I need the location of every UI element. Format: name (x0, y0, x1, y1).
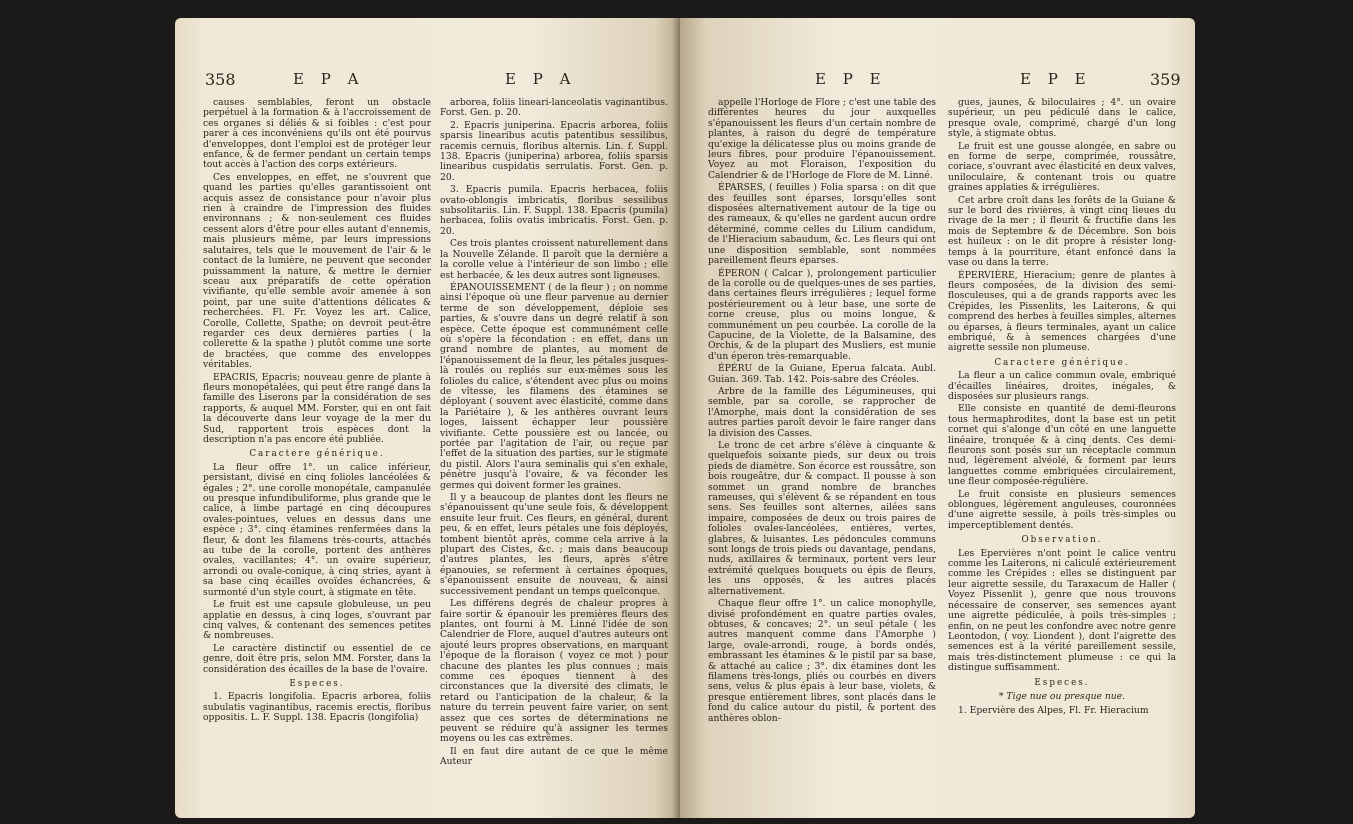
page-number-right: 359 (1150, 70, 1181, 89)
paragraph: Il en faut dire autant de ce que le même Auteur (440, 745, 668, 768)
paragraph: Chaque fleur offre 1°. un calice monophylle, divisé profondément en quatre parties ovales, obtuses, & concaves; 2°. un seul pétale ( les autres manquent comme dans l'Amorphe ) large, ovale-arrondi, rouge, à bords ondés, embrassant les étamines & le pistil par sa base, & attaché au calice ; 3°. dix étamines dont les filamens très-longs, pliés ou courbés en divers sens, velus & plus épais à leur base, violets, & presque entièrement libres, sont placés dans le fond du calice autour du pistil, & portent des anthères oblon- (708, 598, 936, 724)
right-page (680, 18, 1195, 818)
paragraph: Especes. (1034, 677, 1090, 688)
paragraph: Ces trois plantes croissent naturellement dans la Nouvelle Zélande. Il paroît que la dernière a la corolle velue à l'intérieur de son limbo ; elle est herbacée, & les deux autres sont ligneuses. (440, 238, 668, 281)
paragraph: Les différens degrés de chaleur propres à faire sortir & épanouir les premières fleurs des plantes, ont fourni à M. Linné l'idée de son Calendrier de Flore, auquel d'autres auteurs ont ajouté leurs propres observations, en marquant l'époque de la floraison ( voyez ce mot ) pour chacune des plantes les plus connues ; mais comme ces époques tiennent à des circonstances que la diversité des climats, le retard ou l'anticipation de la chaleur, & la nature du terrein peuvent faire varier, on sent assez que ces sortes de déterminations ne peuvent se réduire qu'à assigner les termes moyens ou les cas extrêmes. (440, 598, 668, 745)
paragraph: 1. Epervière des Alpes, Fl. Fr. Hieracium (958, 705, 1149, 717)
left-column-1 (203, 98, 431, 818)
paragraph: Observation. (1021, 535, 1103, 546)
paragraph: 1. Epacris longifolia. Epacris arborea, foliis subulatis vaginantibus, racemis erectis, floribus oppositis. L. F. Suppl. 138. Epacris (longifolia) (203, 691, 431, 724)
paragraph: Caractere générique. (994, 357, 1130, 368)
paragraph: Le tronc de cet arbre s'élève à cinquante & quelquefois soixante pieds, sur deux ou trois pieds de diamètre. Son écorce est roussâtre, son bois rougeâtre, dur & compact. Il pousse à son sommet un grand nombre de branches rameuses, qui s'élèvent & se répandent en tous sens. Ses feuilles sont alternes, ailées sans impaire, composées de deux ou trois paires de folioles ovales-lancéolées, entières, vertes, glabres, & luisantes. Les pédoncules communs sont longs de trois pieds ou davantage, pendans, nuds, axillaires & terminaux, portent vers leur extrémité quelques bouquets ou épis de fleurs, les uns opposés, & les autres placés alternativement. (708, 440, 936, 597)
running-head-right-1: E P E (815, 70, 887, 88)
paragraph: Arbre de la famille des Légumineuses, qui semble, par sa corolle, se rapprocher de l'Amorphe, mais dont la considération de ses autres parties paroît devoir le faire ranger dans la division des Casses. (708, 385, 936, 439)
left-column-2 (440, 98, 668, 818)
paragraph: * Tige nue ou presque nue. (998, 690, 1126, 702)
paragraph: Ces enveloppes, en effet, ne s'ouvrent que quand les parties qu'elles garantissoient ont acquis assez de consistance pour n'avoir plus rien à craindre de l'impression des fluides environnans ; & non-seulement ces fluides cessent alors d'être pour elles autant d'ennemis, mais plusieurs même, par leurs impressions salutaires, tels que le mouvement de l'air & le contact de la lumière, ne peuvent que seconder puissamment la nature, & mettre le dernier sceau aux préparatifs de cette opération vivifiante, qu'elle semble avoir amenée à son point, par une suite d'attentions délicates & recherchées. Fl. Fr. Voyez les art. Calice, Corolle, Collette, Spathe; on devroit peut-être regarder ces deux dernières parties ( la collerette & la spathe ) plutôt comme une sorte de bractées, que comme des enveloppes véritables. (203, 171, 431, 371)
paragraph: causes semblables, feront un obstacle perpétuel à la formation & à l'accroissement de ces organes si déliés & si foibles : c'est pour parer à ces inconvéniens qu'ils ont été pourvus d'enveloppes, dont l'emploi est de protéger leur enfance, & de fermer pendant un certain temps tout accès à l'action des corps extérieurs. (203, 98, 431, 171)
paragraph: Especes. (289, 678, 345, 689)
running-head-right-2: E P E (1020, 70, 1092, 88)
paragraph: ÉPÉRU de la Guiane, Eperua falcata. Aubl. Guian. 369. Tab. 142. Pois-sabre des Créoles. (708, 363, 936, 385)
paragraph: 3. Epacris pumila. Epacris herbacea, foliis ovato-oblongis imbricatis, floribus sessilibus subsolitariis. Lin. F. Suppl. 138. Epacris (pumila) herbacea, foliis ovatis imbricatis. Forst. Gen. p. 20. (440, 184, 668, 237)
paragraph: ÉPERON ( Calcar ), prolongement particulier de la corolle ou de quelques-unes de ses parties, dans certaines fleurs irrégulières ; lequel forme postérieurement ou à leur base, une sorte de corne creuse, plus ou moins longue, & communément un peu courbée. La corolle de la Capucine, de la Violette, de la Balsamine, des Orchis, & de la plupart des Musliers, est munie d'un éperon très-remarquable. (708, 267, 936, 362)
right-column-1 (708, 98, 936, 818)
paragraph: Le fruit est une gousse alongée, en sabre ou en forme de serpe, comprimée, roussâtre, coriace, s'ouvrant avec élasticité en deux valves, uniloculaire, & contenant trois ou quatre graines applaties & irrégulières. (948, 140, 1176, 194)
page-number-left: 358 (205, 70, 236, 89)
paragraph: 2. Epacris juniperina. Epacris arborea, foliis sparsis linearibus acutis patentibus sessilibus, racemis cernuis, floribus alternis. Lin. f. Suppl. 138. Epacris (juniperina) arborea, foliis sparsis linearibus cuspidatis serrulatis. Forst. Gen. p. 20. (440, 119, 668, 183)
paragraph: Le fruit consiste en plusieurs semences oblongues, légèrement anguleuses, couronnées d'une aigrette sessile, à poils très-simples ou imperceptiblement dentés. (948, 488, 1176, 531)
paragraph: Caractere générique. (249, 449, 385, 460)
left-page (175, 18, 680, 818)
paragraph: ÉPERVIÈRE, Hieracium; genre de plantes à fleurs composées, de la division des semi-flosculeuses, qui a de grands rapports avec les Crépides, les Pissenlits, les Laiterons, & qui comprend des herbes à feuilles simples, alternes ou éparses, à fleurs terminales, ayant un calice embriqué, & à semences chargées d'une aigrette sessile non plumeuse. (948, 269, 1176, 354)
paragraph: appelle l'Horloge de Flore ; c'est une table des différentes heures du jour auxquelles s'épanouissent les fleurs d'un certain nombre de plantes, à raison du degré de température qu'exige la délicatesse plus ou moins grande de leurs fibres, pour produire l'épanouissement. Voyez au mot Floraison, l'exposition du Calendrier & de l'Horloge de Flore de M. Linné. (708, 98, 936, 181)
paragraph: gues, jaunes, & biloculaires ; 4°. un ovaire supérieur, un peu pédiculé dans le calice, presque ovale, comprimé, chargé d'un long style, à stigmate obtus. (948, 98, 1176, 140)
paragraph: arborea, foliis lineari-lanceolatis vaginantibus. Forst. Gen. p. 20. (440, 98, 668, 119)
paragraph: Le fruit est une capsule globuleuse, un peu applatie en dessus, à cinq loges, s'ouvrant par cinq valves, & contenant des semences petites & nombreuses. (203, 599, 431, 642)
paragraph: Elle consiste en quantité de demi-fleurons tous hermaphrodites, dont la base est un petit cornet qui s'alonge d'un côté en une languette linéaire, tronquée & à cinq dents. Ces demi-fleurons sont posés sur un réceptacle commun nud, légèrement alvéolé, & forment par leurs languettes comme embriquées circulairement, une fleur composée-régulière. (948, 403, 1176, 488)
paragraph: Les Epervières n'ont point le calice ventru comme les Laiterons, ni caliculé extérieurement comme les Crépides : elles se distinguent par leur aigrette sessile, du Taraxacum de Haller ( Voyez Pissenlit ), genre que nous trouvons nécessaire de conserver, ses semences ayant une aigrette pédiculée, à poils très-simples ; enfin, on ne peut les confondre avec notre genre Leontodon, ( voy. Liondent ), dont l'aigrette des semences est à la vérité pareillement sessile, mais très-distinctement plumeuse : ce qui la distingue suffisamment. (948, 547, 1176, 674)
running-head-left-1: E P A (293, 70, 365, 88)
running-head-left-2: E P A (505, 70, 577, 88)
paragraph: ÉPARSES, ( feuilles ) Folia sparsa : on dit que des feuilles sont éparses, lorsqu'elles sont disposées alternativement autour de la tige ou des rameaux, & qu'elles ne gardent aucun ordre déterminé, comme celles du Lilium candidum, de l'Hieracium sabaudum, &c. Les fleurs qui ont une disposition semblable, sont nommées pareillement fleurs éparses. (708, 182, 936, 267)
paragraph: Le caractère distinctif ou essentiel de ce genre, doit être pris, selon MM. Forster, dans la considération des écailles de la base de l'ovaire. (203, 642, 431, 675)
paragraph: La fleur a un calice commun ovale, embriqué d'écailles linéaires, droites, inégales, & disposées sur plusieurs rangs. (948, 370, 1176, 402)
paragraph: EPACRIS, Epacris; nouveau genre de plante à fleurs monopétalées, qui peut être rangé dans la famille des Liserons par la considération de ses rapports, & auquel MM. Forster, qui en ont fait la découverte dans leur voyage de la mer du Sud, rapportent trois espèces dont la description n'a pas encore été publiée. (203, 371, 431, 445)
paragraph: ÉPANOUISSEMENT ( de la fleur ) ; on nomme ainsi l'époque où une fleur parvenue au dernier terme de son développement, déploie ses parties, & s'ouvre dans un degré relatif à son espèce. Cette époque est communément celle où s'opère la fécondation : en effet, dans un grand nombre de plantes, au moment de l'épanouissement de la fleur, les pétales jusques-là roulés ou repliés sur eux-mêmes sous les folioles du calice, s'étendent avec plus ou moins de vîtesse, les filamens des étamines se déployant ( souvent avec élasticité, comme dans la Pariétaire ), & les anthères ouvrant leurs loges, laissent échapper leur poussière vivifiante. Cette poussière est ou lancée, ou portée par l'agitation de l'air, ou reçue par l'effet de la situation des parties, sur le stigmate du pistil. Alors l'aura seminalis qui s'en exhale, pénètre jusqu'à l'ovaire, & va féconder les germes qui doivent former les graines. (440, 281, 668, 491)
paragraph: La fleur offre 1°. un calice inférieur, persistant, divisé en cinq folioles lancéolées & égales ; 2°. une corolle monopétale, campanulée ou presque infundibuliforme, plus grande que le calice, à limbe partagé en cinq découpures ovales-pointues, velues en dessus dans une espèce ; 3°. cinq étamines renfermées dans la fleur, & dont les filamens très-courts, attachés au tube de la corolle, portent des anthères ovales, vacillantes; 4°. un ovaire supérieur, arrondi ou ovale-conique, à cinq stries, ayant à sa base cinq écailles ovoïdes échancrées, & surmonté d'un style court, à stigmate en tête. (203, 461, 431, 598)
paragraph: Il y a beaucoup de plantes dont les fleurs ne s'épanouissent qu'une seule fois, & développent ensuite leur fruit. Ces fleurs, en général, durent peu, & en effet, leurs pétales une fois déployés, tombent bientôt après, comme cela arrive à la plupart des Cistes, &c. ; mais dans beaucoup d'autres plantes, les fleurs, après s'être épanouies, se referment à certaines époques, s'épanouissent ensuite de nouveau, & ainsi successivement pendant un temps quelconque. (440, 492, 668, 597)
paragraph: Cet arbre croît dans les forêts de la Guiane & sur le bord des rivières, à vingt cinq lieues du rivage de la mer ; il fleurit & fructifie dans les mois de Septembre & de Décembre. Son bois est huileux : on le dit propre à résister long-temps à la pourriture, étant enfoncé dans la vase ou dans la terre. (948, 194, 1176, 269)
right-column-2 (948, 98, 1176, 818)
